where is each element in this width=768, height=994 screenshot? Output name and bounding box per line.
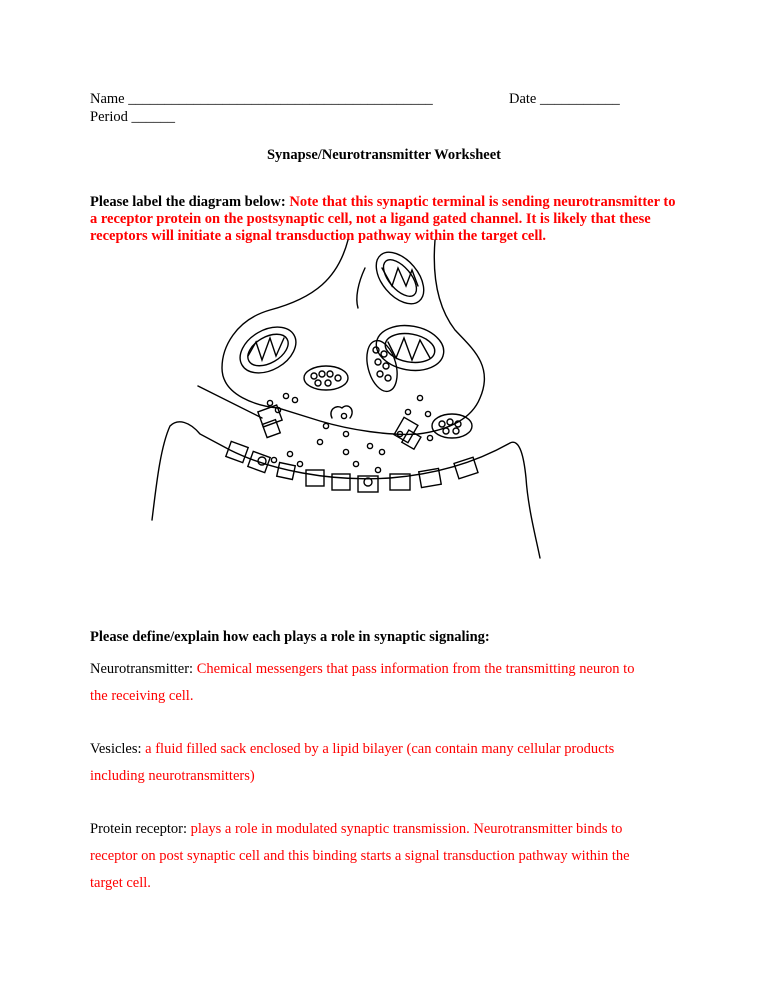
name-line [90,91,433,108]
receptor-protein-icon [226,441,478,492]
date-line [509,91,620,108]
synapse-diagram-icon [150,238,590,568]
date-label: Date [509,91,537,107]
answer-text: target cell. [90,875,151,891]
answer-text: receptor on post synaptic cell and this binding starts a signal transduction pathway within the [90,848,630,864]
term-label: Neurotransmitter: [90,661,194,677]
page-title: Synapse/Neurotransmitter Worksheet [266,147,501,163]
period-blank[interactable]: ______ [131,109,175,125]
vesicle-cluster-icon [304,366,348,390]
vesicle-cluster-icon [432,414,472,438]
term-label: Vesicles: [90,741,142,757]
period-line [90,109,175,126]
name-label: Name [90,91,125,107]
channel-protein-icon [258,405,282,438]
axon-inner-line [357,268,365,308]
mitochondrion-icon [367,243,433,312]
section-heading: Please define/explain how each plays a role in synaptic signaling: [90,629,490,645]
instructions-note: Note that this synaptic terminal is sending neurotransmitter to a receptor protein on the postsynaptic cell, not a ligand gated channel. It is likely that these receptors will initiate a signal transduction pathway within the target cell. [90,194,676,244]
answer-text: a fluid filled sack enclosed by a lipid bilayer (can contain many cellular products [145,741,615,757]
mitochondrion-icon [232,318,304,383]
term-label: Protein receptor: [90,821,188,837]
period-label: Period [90,109,128,125]
name-blank[interactable]: __________________________________________ [128,91,433,107]
date-blank[interactable]: ___________ [540,91,620,107]
definition-vesicles [90,736,690,790]
definition-neurotransmitter [90,656,690,710]
definition-protein-receptor [90,816,690,897]
instructions-prompt: Please label the diagram below: [90,194,286,210]
vesicle-cluster-icon [362,337,403,394]
answer-text: the receiving cell. [90,688,194,704]
answer-text: plays a role in modulated synaptic transmission. Neurotransmitter binds to [190,821,623,837]
answer-text: including neurotransmitters) [90,768,255,784]
answer-text: Chemical messengers that pass information from the transmitting neuron to [196,661,635,677]
presynaptic-membrane [222,240,484,434]
